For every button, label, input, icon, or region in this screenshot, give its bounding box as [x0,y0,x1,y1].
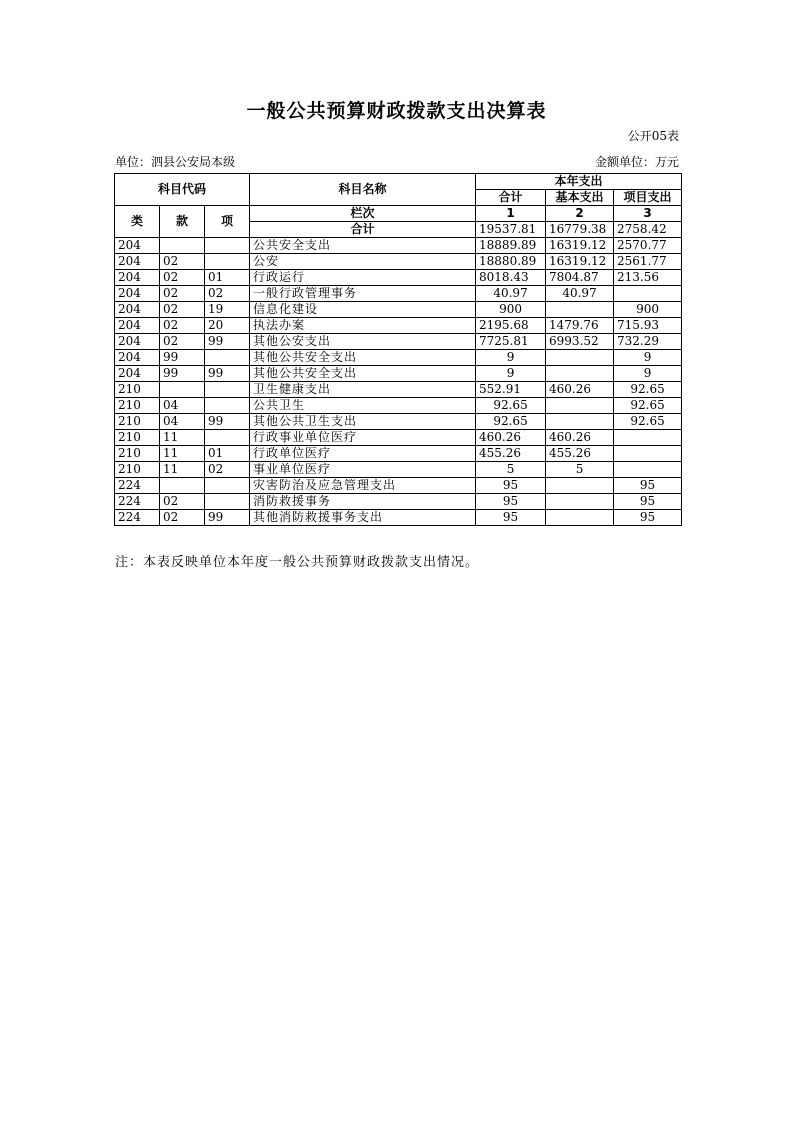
cell-sec: 11 [160,446,205,462]
cell-name: 其他公共安全支出 [250,350,476,366]
cell-cls: 204 [115,302,160,318]
cell-item: 20 [205,318,250,334]
cell-sec: 99 [160,350,205,366]
cell-total: 8018.43 [476,270,546,286]
cell-basic: 16319.12 [546,254,614,270]
cell-project: 95 [614,478,682,494]
col2-header: 2 [546,206,614,222]
cell-item [205,494,250,510]
table-row [115,366,682,382]
cell-item: 01 [205,446,250,462]
project-header: 项目支出 [614,190,682,206]
cell-name: 其他公安支出 [250,334,476,350]
cell-total: 2195.68 [476,318,546,334]
cell-sec: 02 [160,286,205,302]
cell-sec: 02 [160,270,205,286]
section-header: 款 [160,206,205,238]
cell-total: 92.65 [476,398,546,414]
cell-total: 95 [476,510,546,526]
cell-item [205,254,250,270]
table-row [115,462,682,478]
cell-project: 2561.77 [614,254,682,270]
cell-name: 公共卫生 [250,398,476,414]
cell-total: 552.91 [476,382,546,398]
sum-label: 合计 [250,222,476,238]
class-header: 类 [115,206,160,238]
cell-project: 900 [614,302,682,318]
table-row [115,350,682,366]
cell-total: 95 [476,494,546,510]
cell-cls: 204 [115,270,160,286]
cell-name: 其他公共安全支出 [250,366,476,382]
cell-sec: 11 [160,430,205,446]
cell-cls: 210 [115,446,160,462]
cell-sec [160,238,205,254]
table-row [115,510,682,526]
cell-project: 9 [614,366,682,382]
cell-basic: 1479.76 [546,318,614,334]
table-row [115,494,682,510]
table-row [115,334,682,350]
cell-basic [546,366,614,382]
cell-item [205,478,250,494]
cell-sec: 11 [160,462,205,478]
cell-name: 事业单位医疗 [250,462,476,478]
cell-total: 40.97 [476,286,546,302]
cell-basic: 460.26 [546,382,614,398]
col1-header: 1 [476,206,546,222]
col3-header: 3 [614,206,682,222]
cell-item: 02 [205,462,250,478]
subject-name-header: 科目名称 [250,174,476,206]
cell-sec: 02 [160,334,205,350]
sum-project: 2758.42 [614,222,682,238]
subject-code-header: 科目代码 [115,174,250,206]
cell-sec: 02 [160,302,205,318]
cell-project [614,462,682,478]
cell-cls: 210 [115,398,160,414]
cell-name: 其他消防救援事务支出 [250,510,476,526]
cell-name: 行政事业单位医疗 [250,430,476,446]
cell-item: 02 [205,286,250,302]
amount-unit-label: 金额单位：万元 [594,155,679,169]
cell-item [205,382,250,398]
cell-basic [546,478,614,494]
cell-project: 92.65 [614,398,682,414]
table-row [115,414,682,430]
page-title: 一般公共预算财政拨款支出决算表 [246,100,547,122]
cell-basic: 40.97 [546,286,614,302]
cell-basic [546,494,614,510]
cell-total: 9 [476,366,546,382]
cell-item: 99 [205,510,250,526]
cell-name: 其他公共卫生支出 [250,414,476,430]
cell-cls: 204 [115,366,160,382]
cell-cls: 210 [115,462,160,478]
cell-sec: 02 [160,318,205,334]
item-header: 项 [205,206,250,238]
cell-basic [546,414,614,430]
cell-cls: 204 [115,334,160,350]
cell-cls: 210 [115,382,160,398]
cell-item: 01 [205,270,250,286]
cell-name: 消防救援事务 [250,494,476,510]
cell-name: 信息化建设 [250,302,476,318]
cell-total: 9 [476,350,546,366]
cell-total: 92.65 [476,414,546,430]
cell-total: 18889.89 [476,238,546,254]
cell-basic: 460.26 [546,430,614,446]
cell-total: 5 [476,462,546,478]
cell-sec [160,382,205,398]
table-row [115,430,682,446]
cell-basic [546,398,614,414]
cell-basic [546,510,614,526]
cell-project [614,446,682,462]
cell-sec: 04 [160,398,205,414]
table-code: 公开05表 [627,129,679,143]
cell-cls: 204 [115,238,160,254]
table-row [115,478,682,494]
table-row [115,446,682,462]
cell-name: 一般行政管理事务 [250,286,476,302]
table-row [115,238,682,254]
table-row [115,302,682,318]
cell-name: 公共安全支出 [250,238,476,254]
cell-sec: 02 [160,510,205,526]
cell-cls: 224 [115,478,160,494]
total-header: 合计 [476,190,546,206]
table-row [115,318,682,334]
cell-project: 95 [614,494,682,510]
sum-total: 19537.81 [476,222,546,238]
cell-sec: 04 [160,414,205,430]
cell-item: 99 [205,334,250,350]
cell-cls: 204 [115,286,160,302]
cell-basic: 7804.87 [546,270,614,286]
cell-total: 95 [476,478,546,494]
cell-basic [546,350,614,366]
cell-project: 95 [614,510,682,526]
cell-item [205,238,250,254]
cell-project: 9 [614,350,682,366]
cell-item [205,398,250,414]
table-row [115,254,682,270]
cell-name: 灾害防治及应急管理支出 [250,478,476,494]
cell-project: 732.29 [614,334,682,350]
cell-sec: 02 [160,494,205,510]
sum-basic: 16779.38 [546,222,614,238]
cell-sec: 02 [160,254,205,270]
cell-name: 公安 [250,254,476,270]
expenditure-table [114,173,682,526]
cell-project: 92.65 [614,414,682,430]
cell-name: 行政单位医疗 [250,446,476,462]
cell-project: 213.56 [614,270,682,286]
cell-name: 行政运行 [250,270,476,286]
cell-cls: 224 [115,494,160,510]
cell-total: 7725.81 [476,334,546,350]
cell-project: 715.93 [614,318,682,334]
cell-project: 92.65 [614,382,682,398]
column-no-header: 栏次 [250,206,476,222]
cell-project [614,430,682,446]
cell-cls: 210 [115,414,160,430]
cell-item: 99 [205,414,250,430]
cell-item: 19 [205,302,250,318]
cell-name: 执法办案 [250,318,476,334]
cell-project: 2570.77 [614,238,682,254]
cell-item: 99 [205,366,250,382]
table-row [115,286,682,302]
cell-total: 900 [476,302,546,318]
cell-total: 18880.89 [476,254,546,270]
cell-basic: 6993.52 [546,334,614,350]
table-row [115,270,682,286]
cell-name: 卫生健康支出 [250,382,476,398]
cell-cls: 204 [115,350,160,366]
cell-cls: 224 [115,510,160,526]
cell-cls: 204 [115,318,160,334]
cell-basic: 16319.12 [546,238,614,254]
this-year-header: 本年支出 [476,174,682,190]
cell-cls: 204 [115,254,160,270]
cell-item [205,350,250,366]
table-row [115,382,682,398]
cell-basic: 455.26 [546,446,614,462]
cell-sec [160,478,205,494]
cell-total: 460.26 [476,430,546,446]
cell-basic: 5 [546,462,614,478]
cell-item [205,430,250,446]
basic-header: 基本支出 [546,190,614,206]
cell-project [614,286,682,302]
footnote: 注：本表反映单位本年度一般公共预算财政拨款支出情况。 [115,555,480,570]
cell-total: 455.26 [476,446,546,462]
table-row [115,398,682,414]
unit-label: 单位：泗县公安局本级 [115,155,236,169]
cell-sec: 99 [160,366,205,382]
cell-basic [546,302,614,318]
cell-cls: 210 [115,430,160,446]
